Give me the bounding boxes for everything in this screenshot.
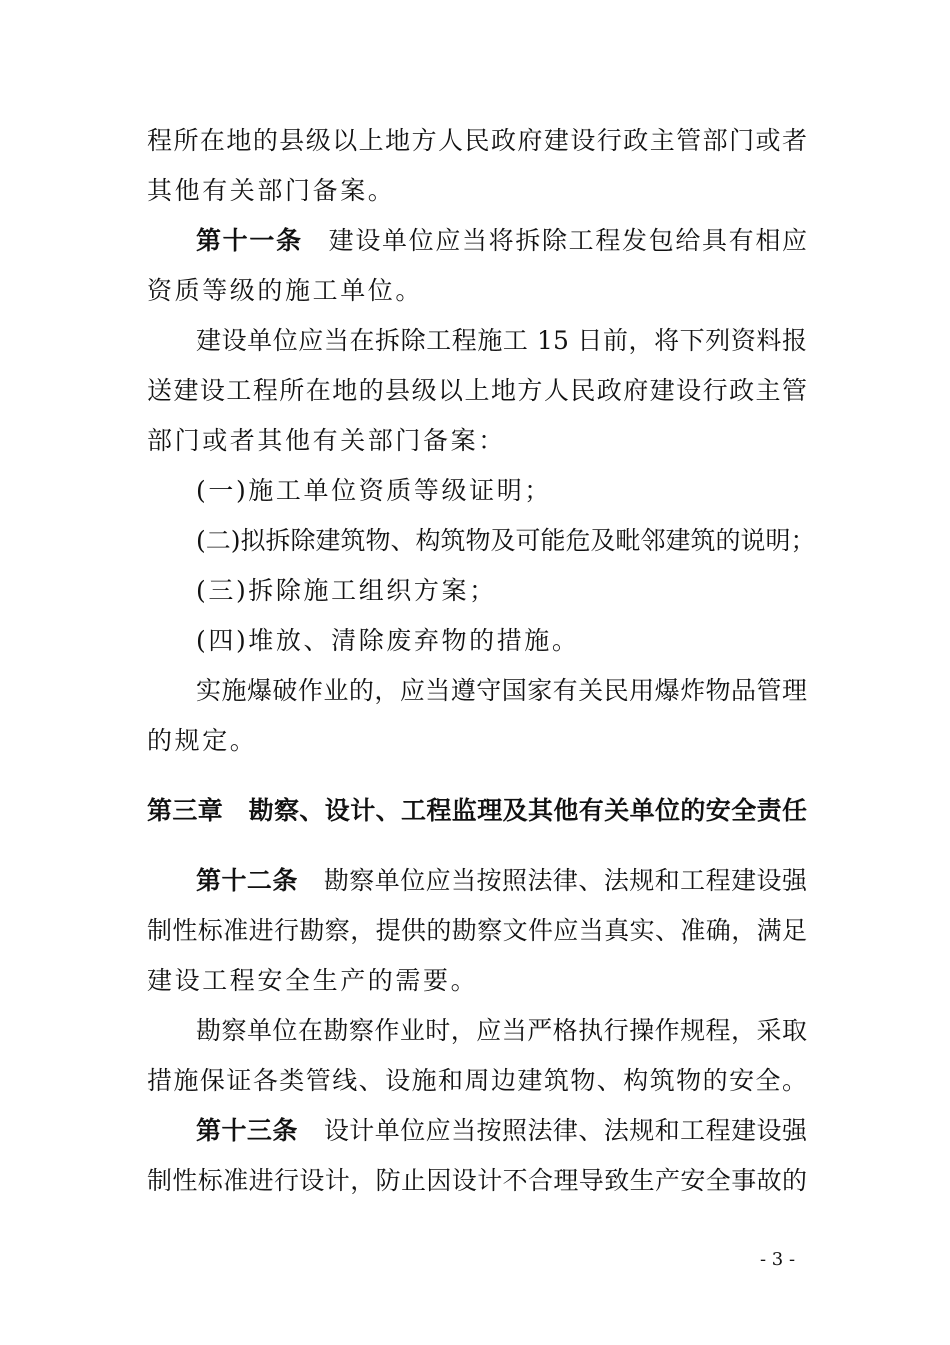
article-11-label: 第十一条 — [196, 226, 303, 255]
list-item: (三)拆除施工组织方案； — [196, 576, 497, 605]
paragraph-line: 制性标准进行设计，防止因设计不合理导致生产安全事故的 — [147, 1166, 807, 1195]
article-13-first-line — [196, 1116, 807, 1146]
article-11-text: 建设单位应当将拆除工程发包给具有相应 — [328, 226, 807, 255]
article-11-first-line — [196, 226, 807, 256]
paragraph-line: 实施爆破作业的，应当遵守国家有关民用爆炸物品管理 — [196, 676, 807, 705]
article-12-text: 勘察单位应当按照法律、法规和工程建设强 — [323, 866, 807, 895]
chapter-heading: 第三章 勘察、设计、工程监理及其他有关单位的安全责任 — [147, 796, 807, 825]
article-13-text: 设计单位应当按照法律、法规和工程建设强 — [323, 1116, 807, 1145]
paragraph-line: 的规定。 — [147, 726, 258, 755]
paragraph-line: 措施保证各类管线、设施和周边建筑物、构筑物的安全。 — [147, 1066, 807, 1095]
paragraph-line: 建设工程安全生产的需要。 — [147, 966, 479, 995]
article-12-first-line — [196, 866, 807, 896]
list-item: (二)拟拆除建筑物、构筑物及可能危及毗邻建筑的说明； — [196, 526, 816, 555]
list-item: (四)堆放、清除废弃物的措施。 — [196, 626, 580, 655]
paragraph-line: 其他有关部门备案。 — [147, 176, 396, 205]
paragraph-line: 部门或者其他有关部门备案： — [147, 426, 506, 455]
paragraph-line: 送建设工程所在地的县级以上地方人民政府建设行政主管 — [147, 376, 807, 405]
article-13-label: 第十三条 — [196, 1116, 298, 1145]
article-12-label: 第十二条 — [196, 866, 298, 895]
list-item: (一)施工单位资质等级证明； — [196, 476, 552, 505]
paragraph-line: 程所在地的县级以上地方人民政府建设行政主管部门或者 — [147, 126, 807, 155]
paragraph-line: 资质等级的施工单位。 — [147, 276, 424, 305]
paragraph-line: 制性标准进行勘察，提供的勘察文件应当真实、准确，满足 — [147, 916, 807, 945]
page-number: - 3 - — [760, 1249, 796, 1270]
paragraph-line: 建设单位应当在拆除工程施工 15 日前，将下列资料报 — [196, 326, 807, 355]
paragraph-line: 勘察单位在勘察作业时，应当严格执行操作规程，采取 — [196, 1016, 807, 1045]
